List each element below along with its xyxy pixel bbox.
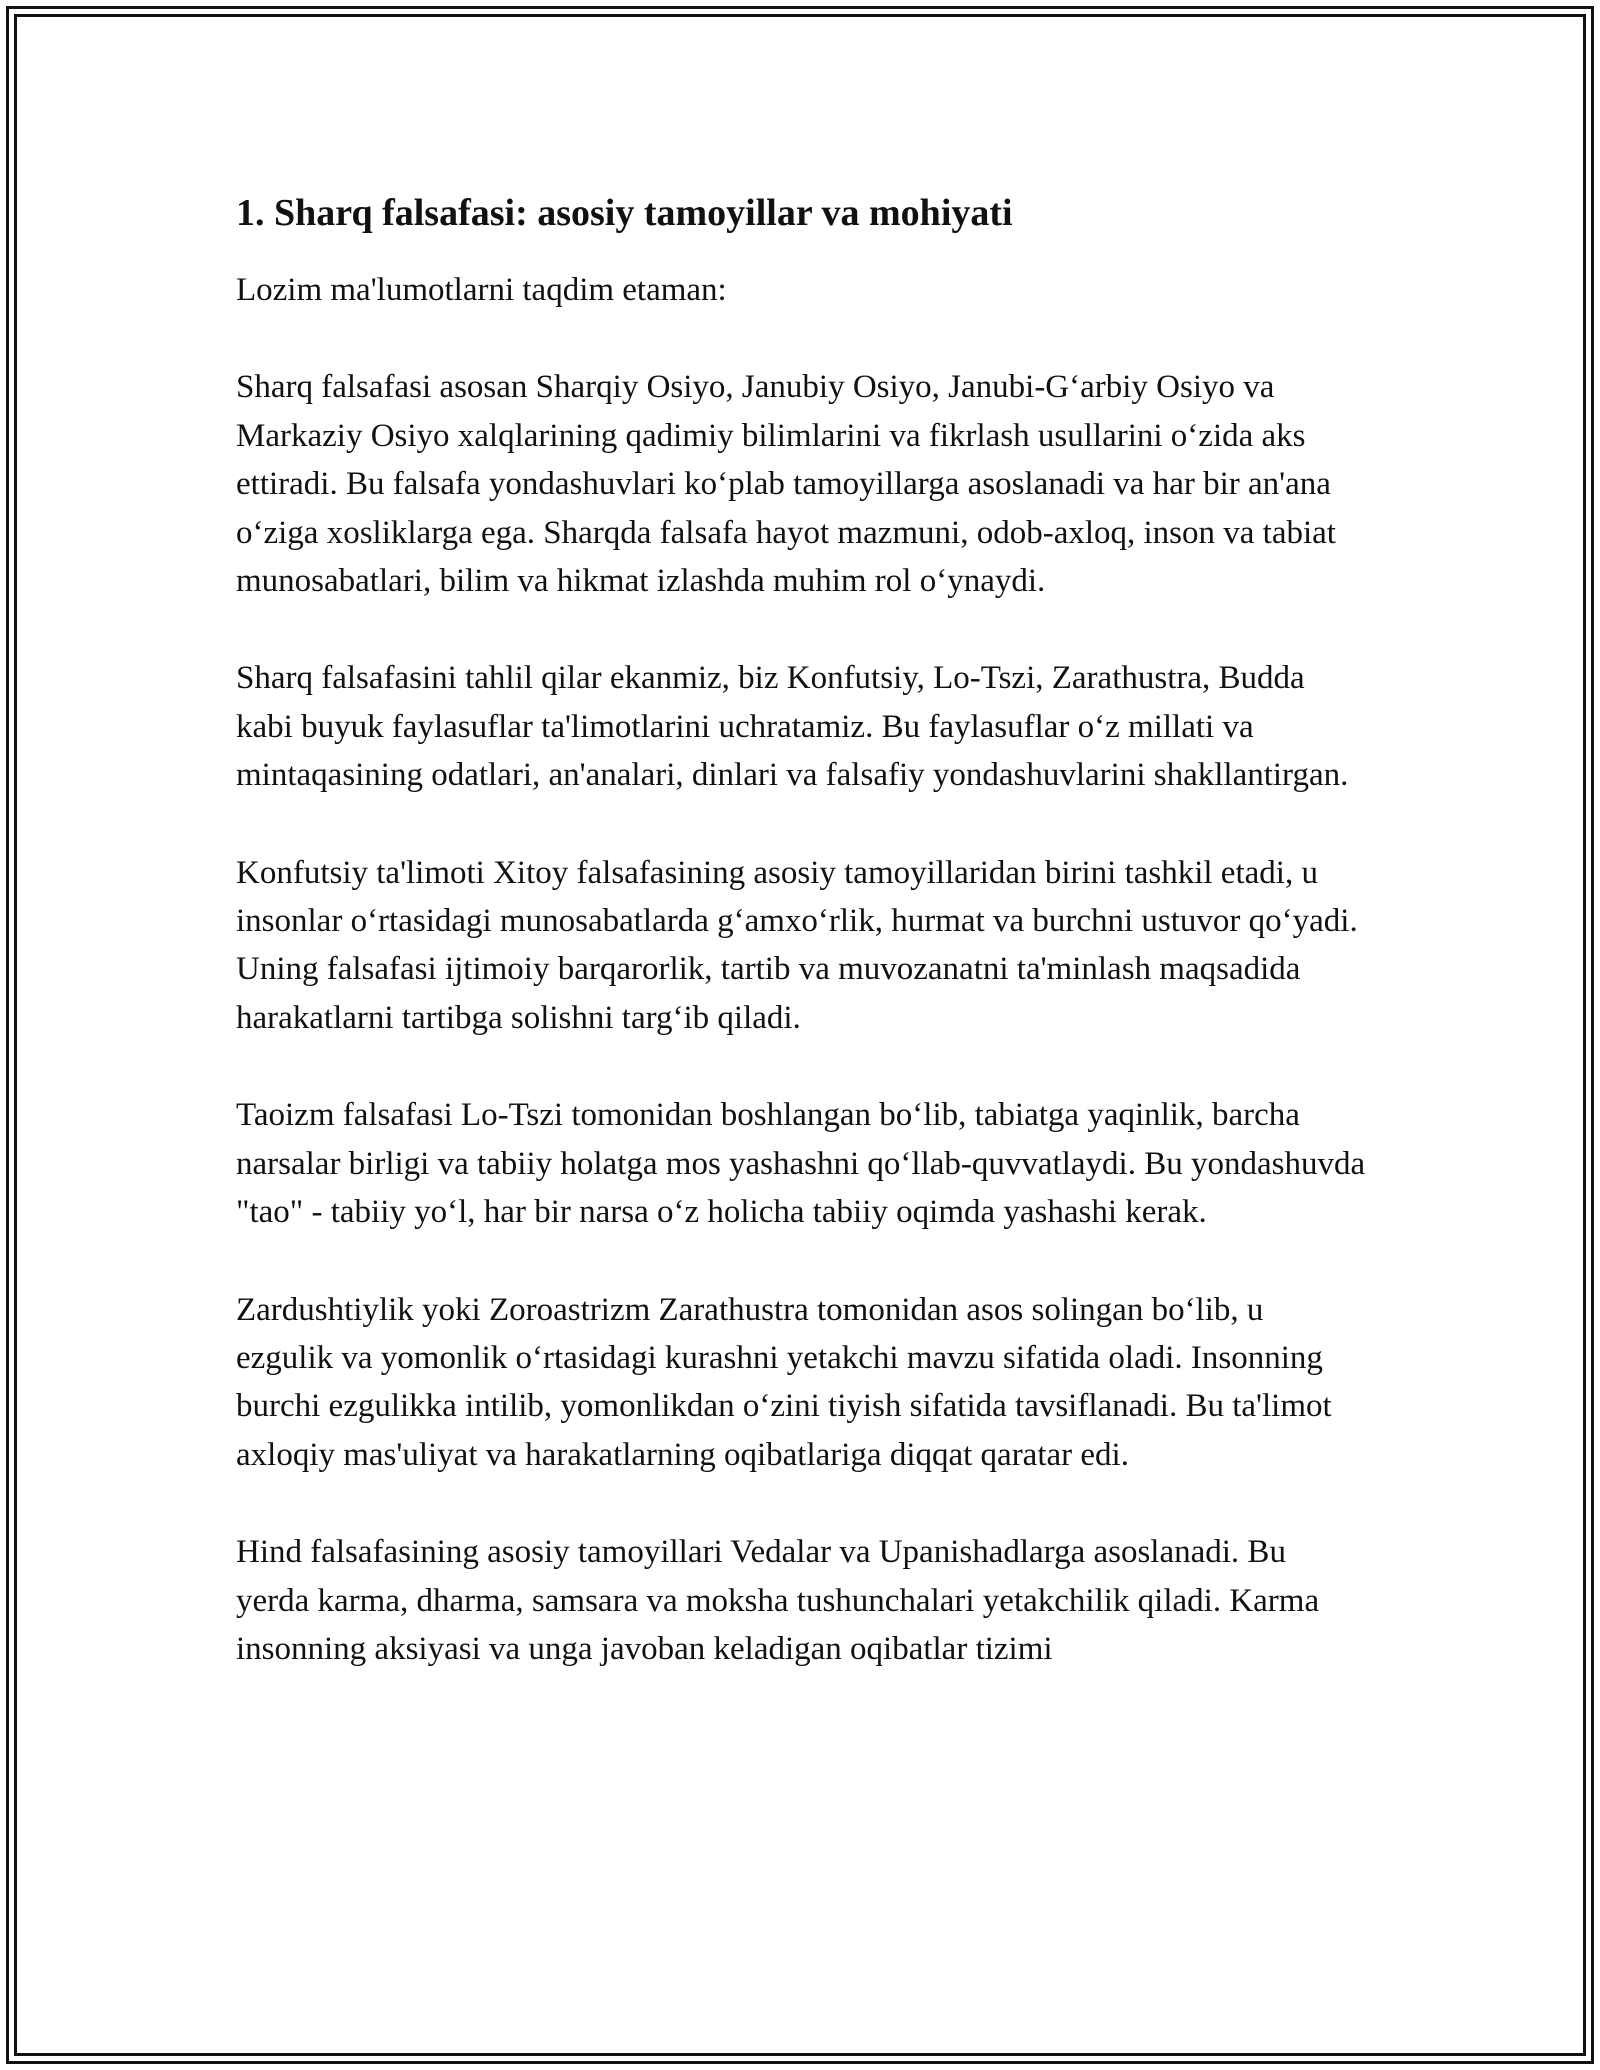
paragraph-taoism: Taoizm falsafasi Lo-Tszi tomonidan boshlangan bo‘lib, tabiatga yaqinlik, barcha narsalar birligi va tabiiy holatga mos yashashni qo‘llab-quvvatlaydi. Bu yondashuvda "tao" - tabiiy yo‘l, har bir narsa o‘z holicha tabiiy oqimda yashashi kerak. bbox=[236, 1097, 1366, 1231]
document-body bbox=[236, 188, 1366, 1722]
paragraph-philosophers: Sharq falsafasini tahlil qilar ekanmiz, biz Konfutsiy, Lo-Tszi, Zarathustra, Budda kabi buyuk faylasuflar ta'limotlarini uchratamiz. Bu faylasuflar o‘z millati va mintaqasining odatlari, an'analari, dinlari va falsafiy yondashuvlarini shakllantirgan. bbox=[236, 660, 1349, 794]
paragraph-zoroastrianism: Zardushtiylik yoki Zoroastrizm Zarathustra tomonidan asos solingan bo‘lib, u ezgulik va yomonlik o‘rtasidagi kurashni yetakchi mavzu sifatida oladi. Insonning burchi ezgulikka intilib, yomonlikdan o‘zini tiyish sifatida tavsiflanadi. Bu ta'limot axloqiy mas'uliyat va harakatlarning oqibatlariga diqqat qaratar edi. bbox=[236, 1291, 1332, 1473]
section-heading: 1. Sharq falsafasi: asosiy tamoyillar va mohiyati bbox=[236, 192, 1013, 234]
paragraph-overview: Sharq falsafasi asosan Sharqiy Osiyo, Janubiy Osiyo, Janubi-G‘arbiy Osiyo va Markaziy Osiyo xalqlarining qadimiy bilimlarini va fikrlash usullarini o‘zida aks ettiradi. Bu falsafa yondashuvlari ko‘plab tamoyillarga asoslanadi va har bir an'ana o‘ziga xosliklarga ega. Sharqda falsafa hayot mazmuni, odob-axloq, inson va tabiat munosabatlari, bilim va hikmat izlashda muhim rol o‘ynaydi. bbox=[236, 369, 1336, 600]
paragraph-confucius: Konfutsiy ta'limoti Xitoy falsafasining asosiy tamoyillaridan birini tashkil etadi, u insonlar o‘rtasidagi munosabatlarda g‘amxo‘rlik, hurmat va burchni ustuvor qo‘yadi. Uning falsafasi ijtimoiy barqarorlik, tartib va muvozanatni ta'minlash maqsadida harakatlarni tartibga solishni targ‘ib qiladi. bbox=[236, 854, 1358, 1036]
paragraph-intro: Lozim ma'lumotlarni taqdim etaman: bbox=[236, 272, 727, 308]
paragraph-indian-philosophy: Hind falsafasining asosiy tamoyillari Vedalar va Upanishadlarga asoslanadi. Bu yerda karma, dharma, samsara va moksha tushunchalari yetakchilik qiladi. Karma insonning aksiyasi va unga javoban keladigan oqibatlar tizimi bbox=[236, 1534, 1320, 1667]
